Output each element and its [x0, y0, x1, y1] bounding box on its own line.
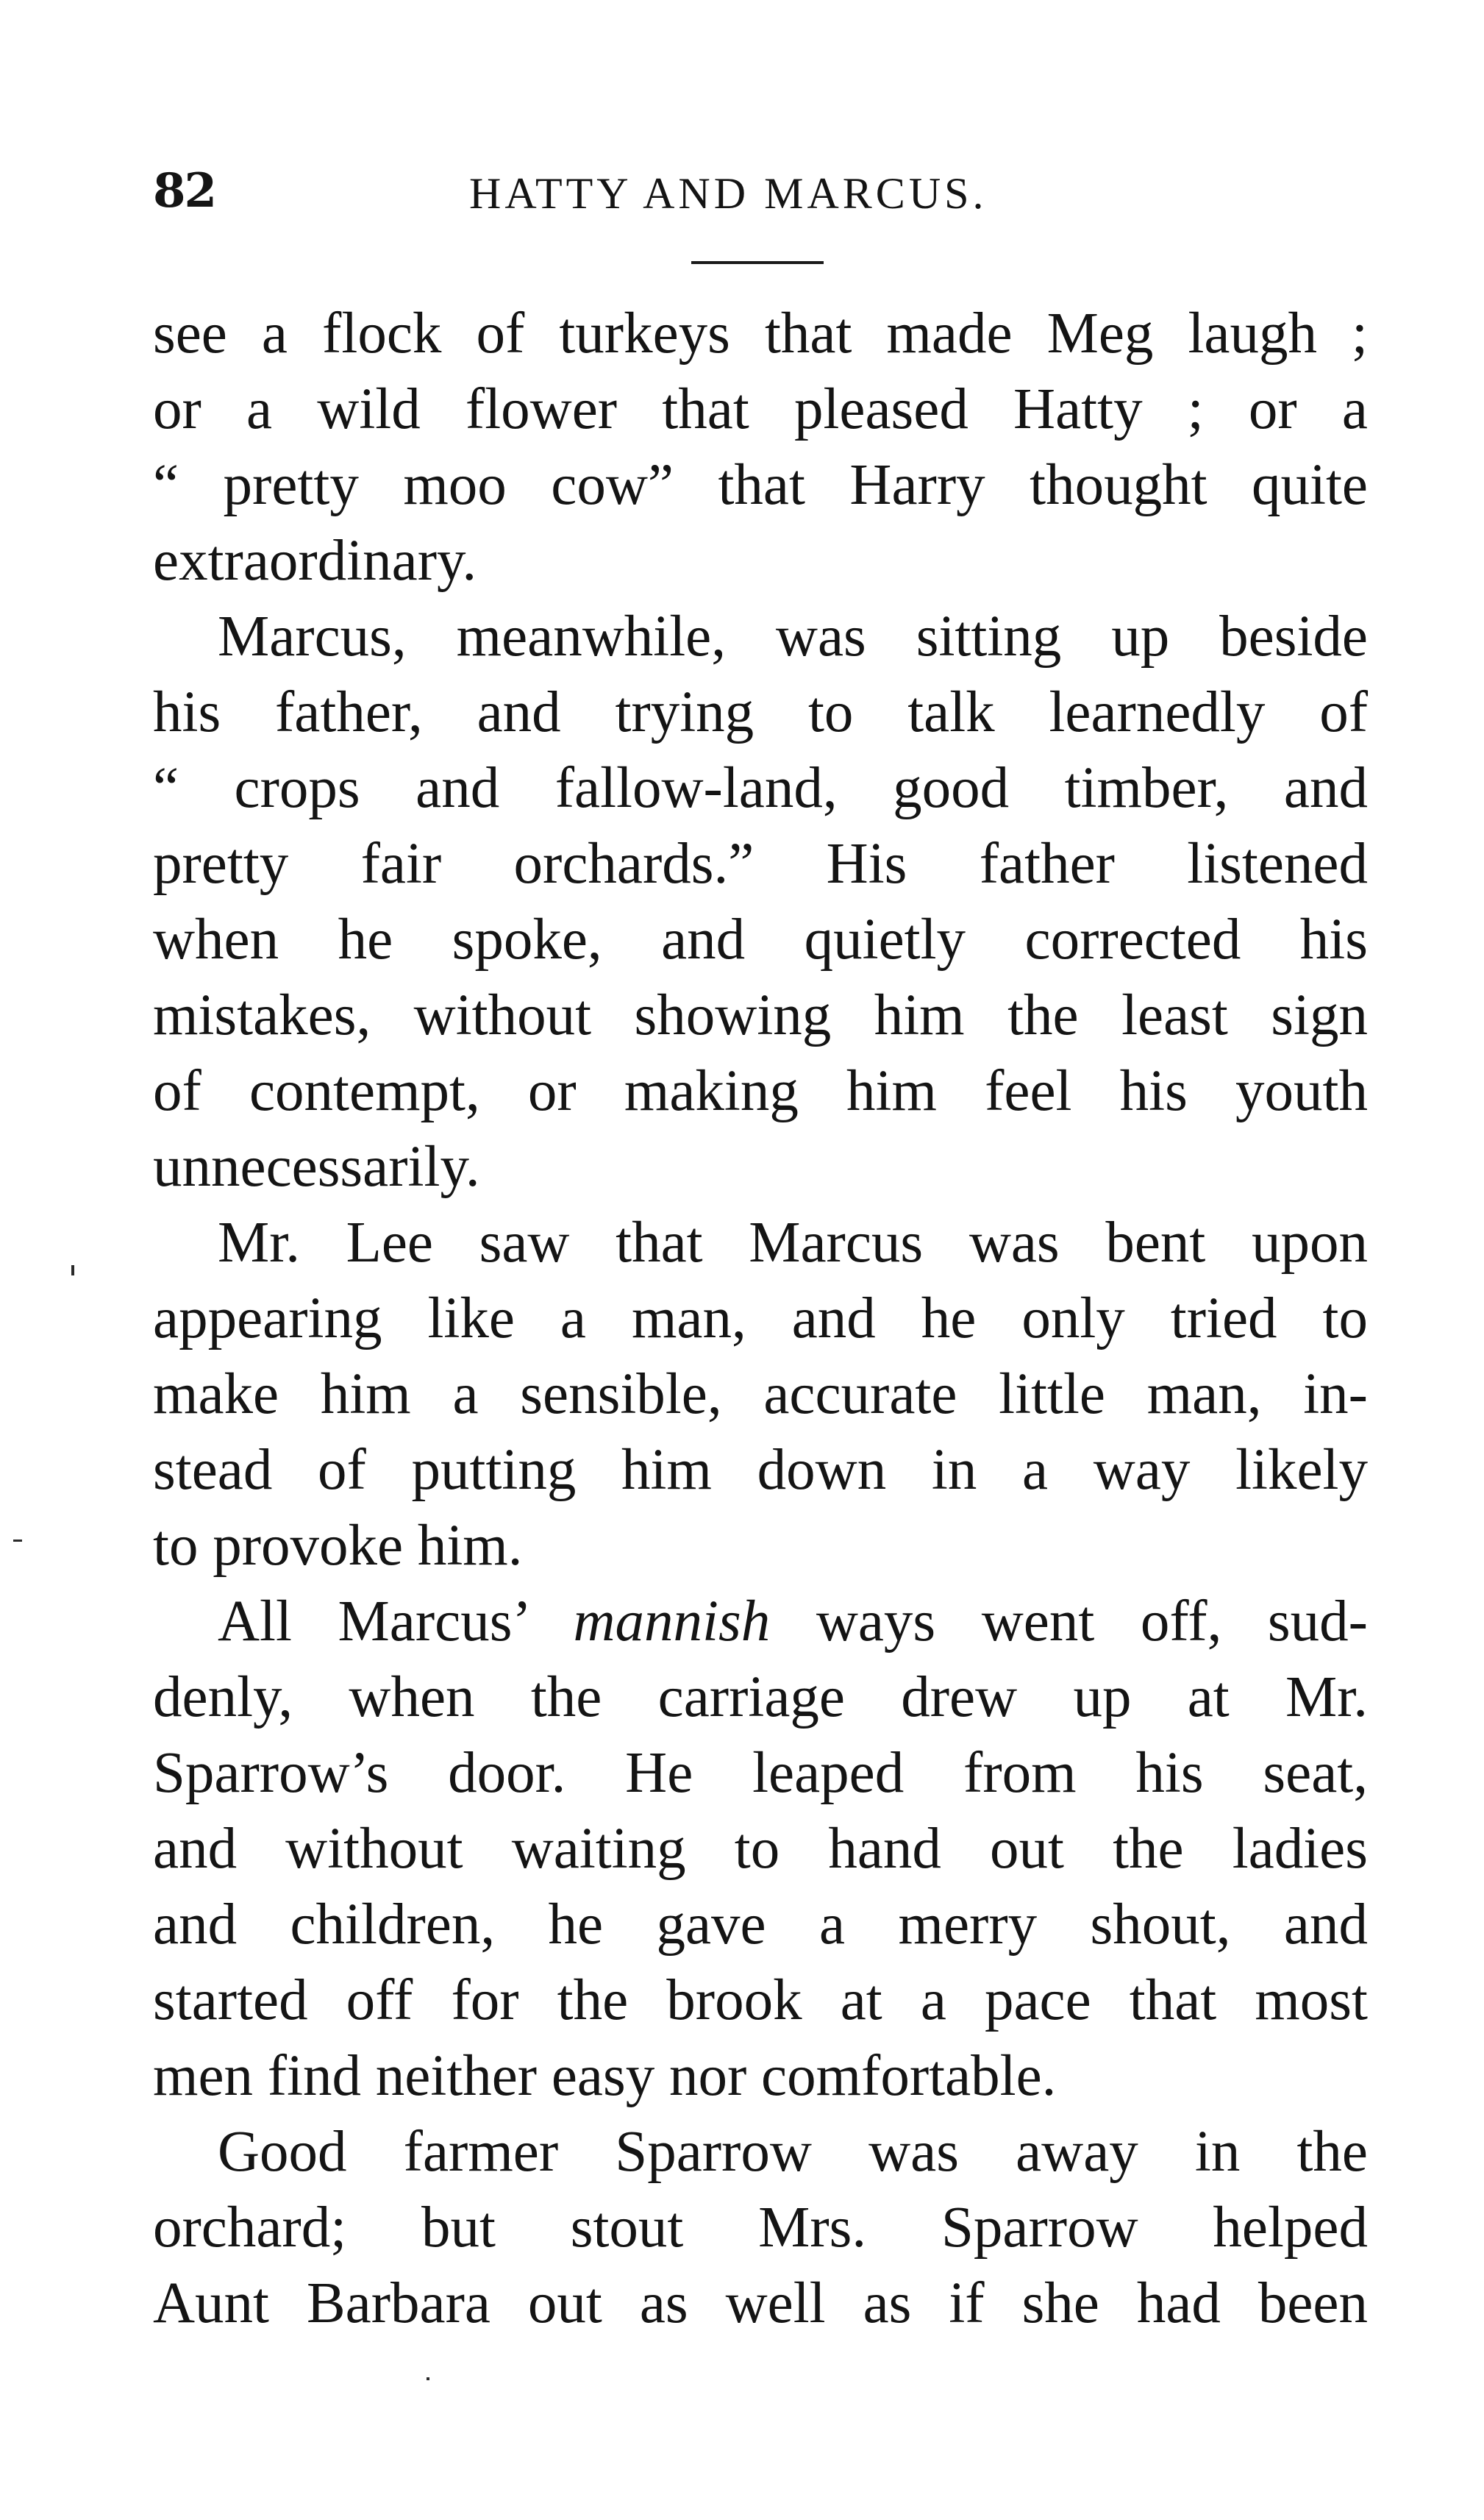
- header-rule: [691, 261, 824, 264]
- text-line: men find neither easy nor comfortable.: [153, 2044, 1057, 2108]
- margin-speck: [13, 1540, 22, 1542]
- margin-speck: [71, 1265, 74, 1275]
- running-title: HATTY AND MARCUS.: [469, 169, 988, 218]
- text-line: of contempt, or making him feel his youth: [153, 1059, 1368, 1123]
- text-line: started off for the brook at a pace that most: [153, 1968, 1368, 2032]
- text-line: to provoke him.: [153, 1514, 523, 1578]
- paragraph-start-line: Good farmer Sparrow was away in the: [218, 2120, 1368, 2184]
- page-number: 82: [153, 163, 216, 218]
- text-line: orchard; but stout Mrs. Sparrow helped: [153, 2196, 1368, 2260]
- text-line: appearing like a man, and he only tried to: [153, 1286, 1368, 1350]
- text-line: when he spoke, and quietly corrected his: [153, 908, 1368, 972]
- text-line: see a flock of turkeys that made Meg laugh ;: [153, 302, 1368, 366]
- text-line: extraordinary.: [153, 529, 477, 593]
- paragraph-start-line: Marcus, meanwhile, was sitting up beside: [218, 605, 1368, 669]
- text-line: mistakes, without showing him the least sign: [153, 983, 1368, 1047]
- text-line: pretty fair orchards.” His father listened: [153, 832, 1368, 896]
- text-line: Aunt Barbara out as well as if she had been: [153, 2271, 1368, 2335]
- text-line: and children, he gave a merry shout, and: [153, 1893, 1368, 1957]
- paragraph-start-line: All Marcus’ mannish ways went off, sud-: [218, 1590, 1368, 1654]
- text-line: “ crops and fallow-land, good timber, and: [153, 756, 1368, 820]
- text-line: denly, when the carriage drew up at Mr.: [153, 1665, 1368, 1729]
- text-line: Sparrow’s door. He leaped from his seat,: [153, 1741, 1368, 1805]
- italic-word: mannish: [573, 1590, 771, 1654]
- text-line: or a wild flower that pleased Hatty ; or a: [153, 377, 1368, 441]
- text-line: unnecessarily.: [153, 1135, 480, 1199]
- margin-speck: [427, 2377, 429, 2380]
- text-line: make him a sensible, accurate little man, in-: [153, 1362, 1368, 1426]
- text-line: his father, and trying to talk learnedly of: [153, 680, 1368, 744]
- text-line: “ pretty moo cow” that Harry thought quite: [153, 453, 1368, 517]
- body-text: [153, 296, 1368, 2341]
- text-line: and without waiting to hand out the ladies: [153, 1817, 1368, 1881]
- paragraph-start-line: Mr. Lee saw that Marcus was bent upon: [218, 1211, 1368, 1275]
- text-line: stead of putting him down in a way likely: [153, 1438, 1368, 1502]
- page-header: [153, 158, 1368, 224]
